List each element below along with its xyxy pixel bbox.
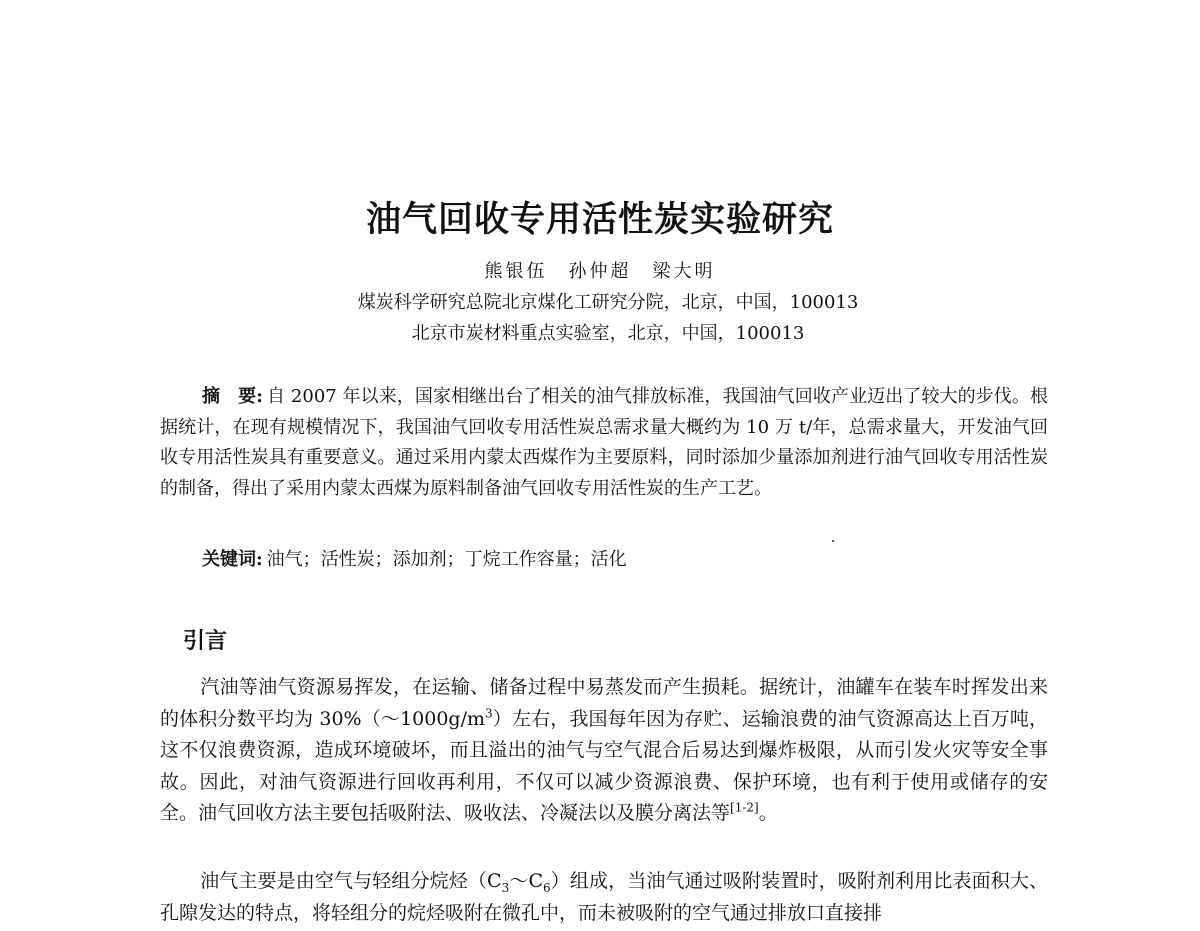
abstract-label: 摘 要: bbox=[202, 386, 263, 407]
affiliation-1: 煤炭科学研究总院北京煤化工研究分院，北京，中国，100013 bbox=[357, 292, 859, 313]
abstract-text: 自 2007 年以来，国家相继出台了相关的油气排放标准，我国油气回收产业迈出了较大的步伐。根据统计，在现有规模情况下，我国油气回收专用活性炭总需求量大概约为 10 万 t/年，总需求量大，开发油气回收专用活性炭具有重要意义。通过采用内蒙太西煤作为主要原料，同时添加少量添加剂进行油气回收专用活性炭的制备，得出了采用内蒙太西煤为原料制备油气回收专用活性炭的生产工艺。 bbox=[160, 386, 1048, 499]
body-paragraph-1-part-b: ）左右，我国每年因为存贮、运输浪费的油气资源高达上百万吨，这不仅浪费资源，造成环境破坏，而且溢出的油气与空气混合后易达到爆炸极限，从而引发火灾等安全事故。因此，对油气资源进行回收再利用，不仅可以减少资源浪费、保护环境，也有利于使用或储存的安全。油气回收方法主要包括吸附法、吸收法、冷凝法以及膜分离法等 bbox=[160, 707, 1048, 825]
body-paragraph-2-part-a: 油气主要是由空气与轻组分烷烃（C bbox=[200, 870, 502, 892]
body-paragraph-1-part-a: 汽油等油气资源易挥发，在运输、储备过程中易蒸发而产生损耗。据统计，油罐车在装车时挥发出来的体积分数平均为 30%（～1000g/m bbox=[160, 676, 1048, 730]
stray-dot bbox=[832, 540, 834, 542]
section-heading-introduction: 引言 bbox=[183, 629, 228, 654]
author-list: 熊银伍 孙仲超 梁大明 bbox=[484, 261, 716, 282]
body-paragraph-2-mid: ～C bbox=[509, 870, 544, 892]
subscript-c6: 6 bbox=[543, 880, 551, 895]
affiliation-2: 北京市炭材料重点实验室，北京，中国，100013 bbox=[411, 323, 805, 344]
body-paragraph-2-part-b: ）组成，当油气通过吸附装置时，吸附剂利用比表面积大、孔隙发达的特点，将轻组分的烷烃吸附在微孔中，而未被吸附的空气通过排放口直接排 bbox=[160, 870, 1048, 924]
keywords-text: 油气；活性炭；添加剂；丁烷工作容量；活化 bbox=[266, 549, 627, 570]
keywords-label: 关键词: bbox=[202, 549, 263, 570]
body-paragraph-1-part-c: 。 bbox=[758, 802, 778, 825]
paper-title: 油气回收专用活性炭实验研究 bbox=[365, 199, 834, 240]
keywords-line bbox=[202, 545, 627, 571]
superscript-cubic: 3 bbox=[485, 706, 493, 721]
abstract-paragraph bbox=[160, 382, 1048, 504]
subscript-c3: 3 bbox=[501, 880, 510, 895]
body-paragraph-1 bbox=[160, 672, 1048, 830]
body-paragraph-2 bbox=[160, 866, 1048, 929]
citation-ref: [1-2] bbox=[730, 801, 759, 816]
